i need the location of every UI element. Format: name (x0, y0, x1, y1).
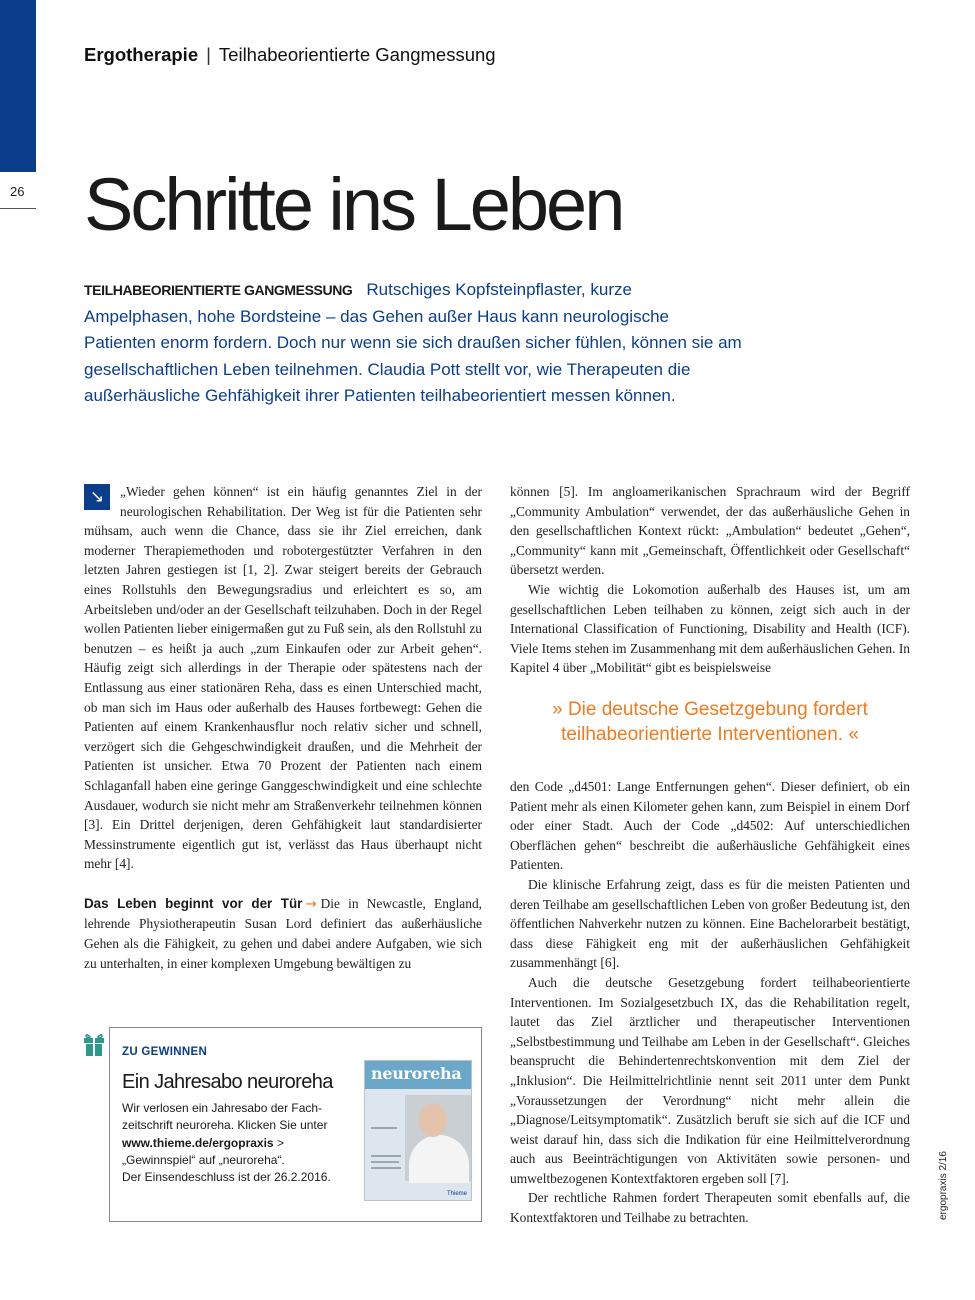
pull-quote: » Die deutsche Gesetzgebung fordert teilhabeorientierte Interventionen. « (552, 699, 868, 745)
left-paragraph-1 (84, 482, 482, 874)
left-column (84, 482, 482, 973)
giveaway-line-2: zeitschrift neuroreha. Klicken Sie unter (122, 1118, 328, 1133)
page-number: 26 (10, 184, 25, 199)
arrow-down-right-icon: ↘ (84, 484, 110, 510)
right-paragraph-3: den Code „d4501: Lange Entfernungen gehen“. Dieser definiert, ob ein Patient mehr als einen Kilometer gehen kann, zum Beispiel in einem Dorf oder einer Stadt. Auch der Code „d4502: Auf unterschiedlichen Oberflächen gehen“ beschreibt die außerhäusliche Gehfähigkeit eines Patienten. (510, 779, 910, 873)
left-paragraph-2 (84, 894, 482, 973)
right-paragraph-2: Wie wichtig die Lokomotion außerhalb des Hauses ist, um am gesellschaftlichen Leben teilhaben zu können, zeigt sich auch in der International Classification of Functioning, Disability and Health (ICF). Viele Items stehen im Zusammenhang mit dem außerhäuslichen Gehen. In Kapitel 4 über „Mobilität“ gibt es beispielsweise (510, 581, 910, 676)
left-paragraph-2-text: Die in Newcastle, England, lehrende Physiotherapeutin Susan Lord definiert das außerhäusliche Gehen als die Fähigkeit, zu gehen und dabei andere Aufgaben, wie sich zu unterhalten, in einer komplexen Umgebung bewältigen zu (84, 895, 482, 971)
giveaway-line-5: Der Einsendeschluss ist der 26.2.2016. (122, 1170, 331, 1185)
right-paragraph-4: Die klinische Erfahrung zeigt, dass es für die meisten Patienten und deren Teilhabe am gesellschaftlichen Leben von großer Bedeutung ist, den öffentlichen Nahverkehr nutzen zu können. Eine Bachelorarbeit bestätigt, dass diese Fähigkeit eng mit der außerhäuslichen Gehfähigkeit zusammenhängt [6]. (510, 876, 910, 971)
magazine-cover-image (364, 1060, 472, 1201)
header-topic: Teilhabeorientierte Gangmessung (218, 44, 496, 65)
header-separator: | (206, 44, 211, 65)
article-lead (84, 277, 744, 410)
right-paragraph-1: können [5]. Im angloamerikanischen Sprachraum wird der Begriff „Community Ambulation“ verwendet, der das außerhäusliche Gehen in den gesellschaftlichen Kontext rückt: „Ambulation“ bedeutet „Gehen“, „Community“ kann mit „Gemeinschaft, Öffentlichkeit oder Gesellschaft“ übersetzt werden. (510, 484, 910, 578)
cover-photo-face (419, 1103, 447, 1137)
cover-text-line (371, 1167, 401, 1169)
giveaway-url-link[interactable]: www.thieme.de/ergopraxis (122, 1135, 274, 1150)
right-paragraph-5: Auch die deutsche Gesetzgebung fordert teilhabeorientierte Interventionen. Im Sozialgesetzbuch IX, das die Rehabilitation regelt, lautet das Ziel ärztlicher und therapeutischer Interventionen „Selbstbestimmung und Teilhabe am Leben in der Gesellschaft“. Gleiches beansprucht die Behindertenrechtskonvention mit dem Ziel der „Inklusion“. Die Heilmittelrichtlinie nennt seit 2011 unter dem Punkt „Voraussetzungen der Verordnung“ nicht mehr allein die „Diagnose/Leitsymptomatik“. Zusätzlich beruft sie sich auf die ICF und weist darauf hin, dass sich die Indikation für eine Heilmittelverordnung auch aus Beeinträchtigungen von Aktivitäten sowie personen- und umweltbezogenen Kontextfaktoren ergeben soll [7]. (510, 974, 910, 1186)
giveaway-label: ZU GEWINNEN (122, 1046, 208, 1058)
giveaway-line-1: Wir verlosen ein Jahresabo der Fach- (122, 1101, 323, 1115)
right-column-bottom (510, 777, 910, 1228)
cover-title: neuroreha (371, 1064, 462, 1083)
cover-text-line (371, 1127, 397, 1129)
section-subheading: Das Leben beginnt vor der Tür (84, 895, 303, 911)
right-column-top (510, 482, 910, 678)
arrow-right-icon: → (305, 896, 317, 912)
giveaway-text (122, 1100, 352, 1186)
running-header (84, 44, 496, 66)
lead-text: Rutschiges Kopfsteinpflaster, kurze Ampelphasen, hohe Bordsteine – das Gehen außer Haus kann neurologische Patienten enorm fordern. Doch nur wenn sie sich draußen sicher fühlen, können sie am gesellschaftlichen Leben teilnehmen. Claudia Pott stellt vor, wie Therapeuten die außerhäusliche Gehfähigkeit ihrer Patienten teilhabeorientiert messen können. (84, 280, 742, 405)
cover-text-line (371, 1161, 399, 1163)
giveaway-line-4: „Gewinnspiel“ auf „neuroreha“. (122, 1152, 285, 1167)
cover-text-line (371, 1155, 401, 1157)
gift-icon (83, 1031, 105, 1057)
giveaway-url-suffix: > (273, 1135, 284, 1150)
giveaway-line-3 (122, 1135, 352, 1152)
lead-kicker: TEILHABEORIENTIERTE GANGMESSUNG (84, 282, 353, 298)
edge-color-bar (0, 0, 36, 172)
article-title: Schritte ins Leben (84, 163, 623, 246)
page-number-rule (0, 208, 36, 209)
header-section: Ergotherapie (84, 44, 199, 65)
journal-footer: ergopraxis 2/16 (938, 1151, 949, 1220)
left-paragraph-1-text: „Wieder gehen können“ ist ein häufig genanntes Ziel in der neurologischen Rehabilitation. Der Weg ist für die Patienten sehr mühsam, auch wenn die Chance, dass sie ihr Ziel erreichen, dank moderner Therapiemethoden und robotergestützter Verfahren in den letzten Jahren gestiegen ist [1, 2]. Zwar steigert bereits der Gebrauch eines Rollstuhls den Bewegungsradius und erleichtert es so, am Arbeitsleben und/oder an der Gesellschaft teilzuhaben. Doch in der Regel wollen Patienten lieber einigermaßen gut zu Fuß sein, als den Rollstuhl zu benutzen – es heißt ja auch „zum Einkaufen oder zur Arbeit gehen“. Häufig zeigt sich allerdings in der Therapie oder spätestens nach der Entlassung aus einer stationären Reha, dass es einen Unterschied macht, ob man sich im Haus oder außerhalb des Hauses fortbewegt: Gehen die Patienten auf einem Krankenhausflur noch relativ sicher und schnell, verzögert sich die Gehgeschwindigkeit draußen, und die Mehrheit der Patienten ist unsicher. Etwa 70 Prozent der Patienten nach einem Schlaganfall haben eine geringe Ganggeschwindigkeit und eine schlechte Ausdauer, wodurch sie nicht mehr am Straßenverkehr teilnehmen können [3]. Ein Drittel derjenigen, deren Gehfähigkeit laut standardisierter Messinstrumente eigentlich gut ist, verlässt das Haus überhaupt nicht mehr [4]. (84, 484, 482, 872)
right-paragraph-6: Der rechtliche Rahmen fordert Therapeuten somit ebenfalls auf, die Kontextfaktoren und Teilhabe zu betrachten. (510, 1190, 910, 1226)
giveaway-title: Ein Jahresabo neuroreha (122, 1071, 333, 1093)
cover-publisher: Thieme (446, 1191, 467, 1197)
